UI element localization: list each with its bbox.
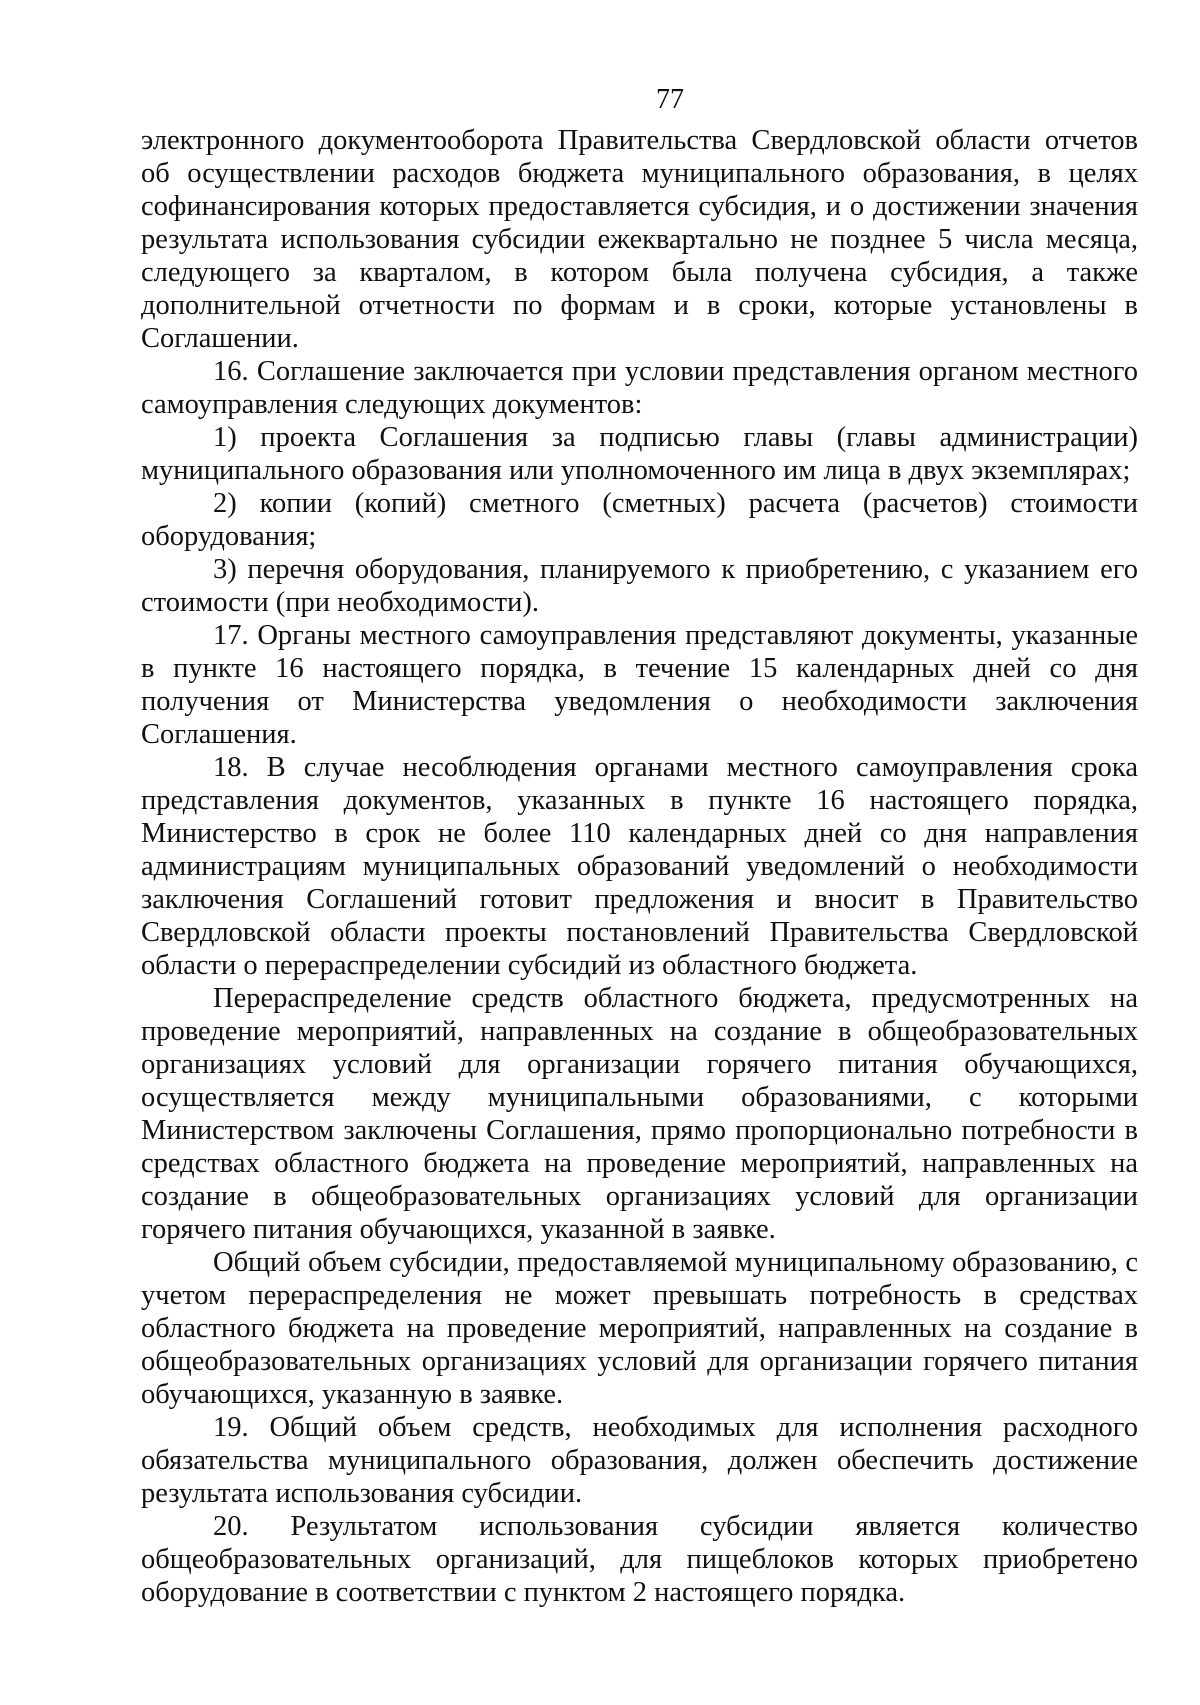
paragraph-16-item-2: 2) копии (копий) сметного (сметных) расчета (расчетов) стоимости оборудования; — [141, 488, 1138, 552]
paragraph-18-total-volume: Общий объем субсидии, предоставляемой муниципальному образованию, с учетом перераспределения не может превышать потребность в средствах областного бюджета на проведение мероприятий, направленных на создание в общеобразовательных организациях условий для организации горячего питания обучающихся, указанную в заявке. — [141, 1247, 1138, 1410]
paragraph-16-item-1: 1) проекта Соглашения за подписью главы (главы администрации) муниципального образования или уполномоченного им лица в двух экземплярах; — [141, 422, 1138, 486]
paragraph-16-item-3: 3) перечня оборудования, планируемого к приобретению, с указанием его стоимости (при необходимости). — [141, 554, 1138, 618]
document-body — [141, 124, 1138, 1609]
paragraph-17: 17. Органы местного самоуправления представляют документы, указанные в пункте 16 настоящего порядка, в течение 15 календарных дней со дня получения от Министерства уведомления о необходимости заключения Соглашения. — [141, 620, 1138, 750]
paragraph-16: 16. Соглашение заключается при условии представления органом местного самоуправления следующих документов: — [141, 356, 1138, 420]
paragraph-18-redistribution: Перераспределение средств областного бюджета, предусмотренных на проведение мероприятий, направленных на создание в общеобразовательных организациях условий для организации горячего питания обучающихся, осуществляется между муниципальными образованиями, с которыми Министерством заключены Соглашения, прямо пропорционально потребности в средствах областного бюджета на проведение мероприятий, направленных на создание в общеобразовательных организациях условий для организации горячего питания обучающихся, указанной в заявке. — [141, 983, 1138, 1245]
page-number: 77 — [656, 84, 684, 115]
paragraph-20: 20. Результатом использования субсидии является количество общеобразовательных организаций, для пищеблоков которых приобретено оборудование в соответствии с пунктом 2 настоящего порядка. — [141, 1511, 1138, 1608]
paragraph-continuation: электронного документооборота Правительства Свердловской области отчетов об осуществлении расходов бюджета муниципального образования, в целях софинансирования которых предоставляется субсидия, и о достижении значения результата использования субсидии ежеквартально не позднее 5 числа месяца, следующего за кварталом, в котором была получена субсидия, а также дополнительной отчетности по формам и в сроки, которые установлены в Соглашении. — [141, 125, 1138, 354]
paragraph-19: 19. Общий объем средств, необходимых для исполнения расходного обязательства муниципального образования, должен обеспечить достижение результата использования субсидии. — [141, 1412, 1138, 1509]
paragraph-18: 18. В случае несоблюдения органами местного самоуправления срока представления документов, указанных в пункте 16 настоящего порядка, Министерство в срок не более 110 календарных дней со дня направления администрациям муниципальных образований уведомлений о необходимости заключения Соглашений готовит предложения и вносит в Правительство Свердловской области проекты постановлений Правительства Свердловской области о перераспределении субсидий из областного бюджета. — [141, 752, 1138, 981]
